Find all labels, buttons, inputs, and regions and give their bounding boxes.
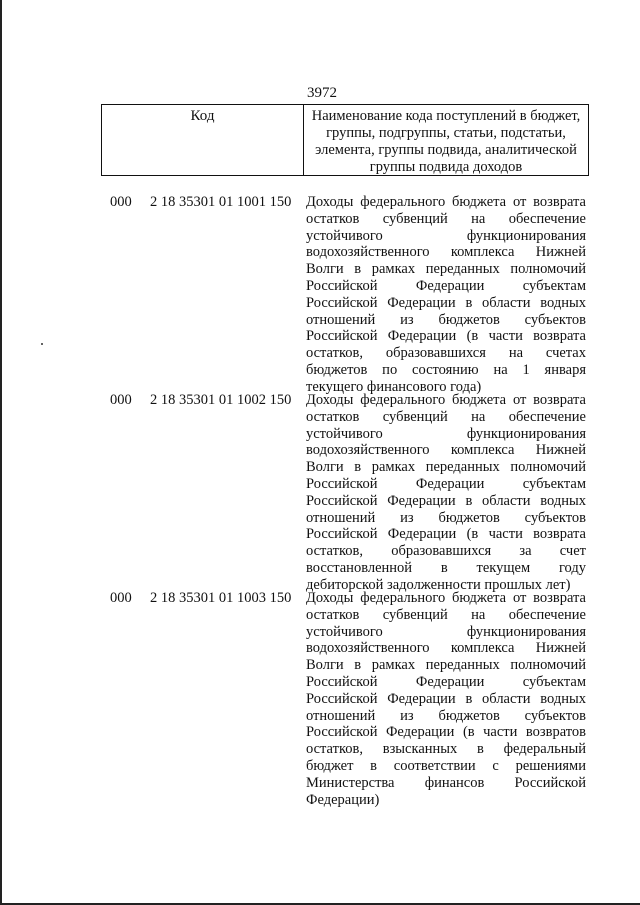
revenue-description: Доходы федерального бюджета от возврата остатков субвенций на обеспечение устойчивого функционирования водохозяйственного комплекса Нижней Волги в рамках переданных полномочий Российской Федерации субъектам Российской Федерации в области водных отношений из бюджетов субъектов Российской Федерации (в части возврата остатков, образовавшихся за счет восстановленной в текущем году дебиторской задолженности прошлых лет) [306, 392, 586, 593]
scan-speck [41, 343, 43, 345]
table-header [101, 104, 589, 176]
admin-code: 000 [110, 590, 132, 606]
admin-code: 000 [110, 392, 132, 408]
header-code-cell: Код [102, 105, 304, 175]
revenue-code: 2 18 35301 01 1002 150 [150, 392, 292, 408]
revenue-code: 2 18 35301 01 1003 150 [150, 590, 292, 606]
revenue-description: Доходы федерального бюджета от возврата остатков субвенций на обеспечение устойчивого функционирования водохозяйственного комплекса Нижней Волги в рамках переданных полномочий Российской Федерации субъектам Российской Федерации в области водных отношений из бюджетов субъектов Российской Федерации (в части возврата остатков, образовавшихся на счетах бюджетов по состоянию на 1 января текущего финансового года) [306, 194, 586, 395]
header-name-cell: Наименование кода поступлений в бюджет, группы, подгруппы, статьи, подстатьи, элемента, группы подвида, аналитической группы подвида доходов [311, 108, 581, 175]
revenue-code: 2 18 35301 01 1001 150 [150, 194, 292, 210]
admin-code: 000 [110, 194, 132, 210]
revenue-description: Доходы федерального бюджета от возврата остатков субвенций на обеспечение устойчивого функционирования водохозяйственного комплекса Нижней Волги в рамках переданных полномочий Российской Федерации субъектам Российской Федерации в области водных отношений из бюджетов субъектов Российской Федерации (в части возвратов остатков, взысканных в федеральный бюджет в соответствии с решениями Министерства финансов Российской Федерации) [306, 590, 586, 808]
page-number: 3972 [307, 85, 337, 101]
